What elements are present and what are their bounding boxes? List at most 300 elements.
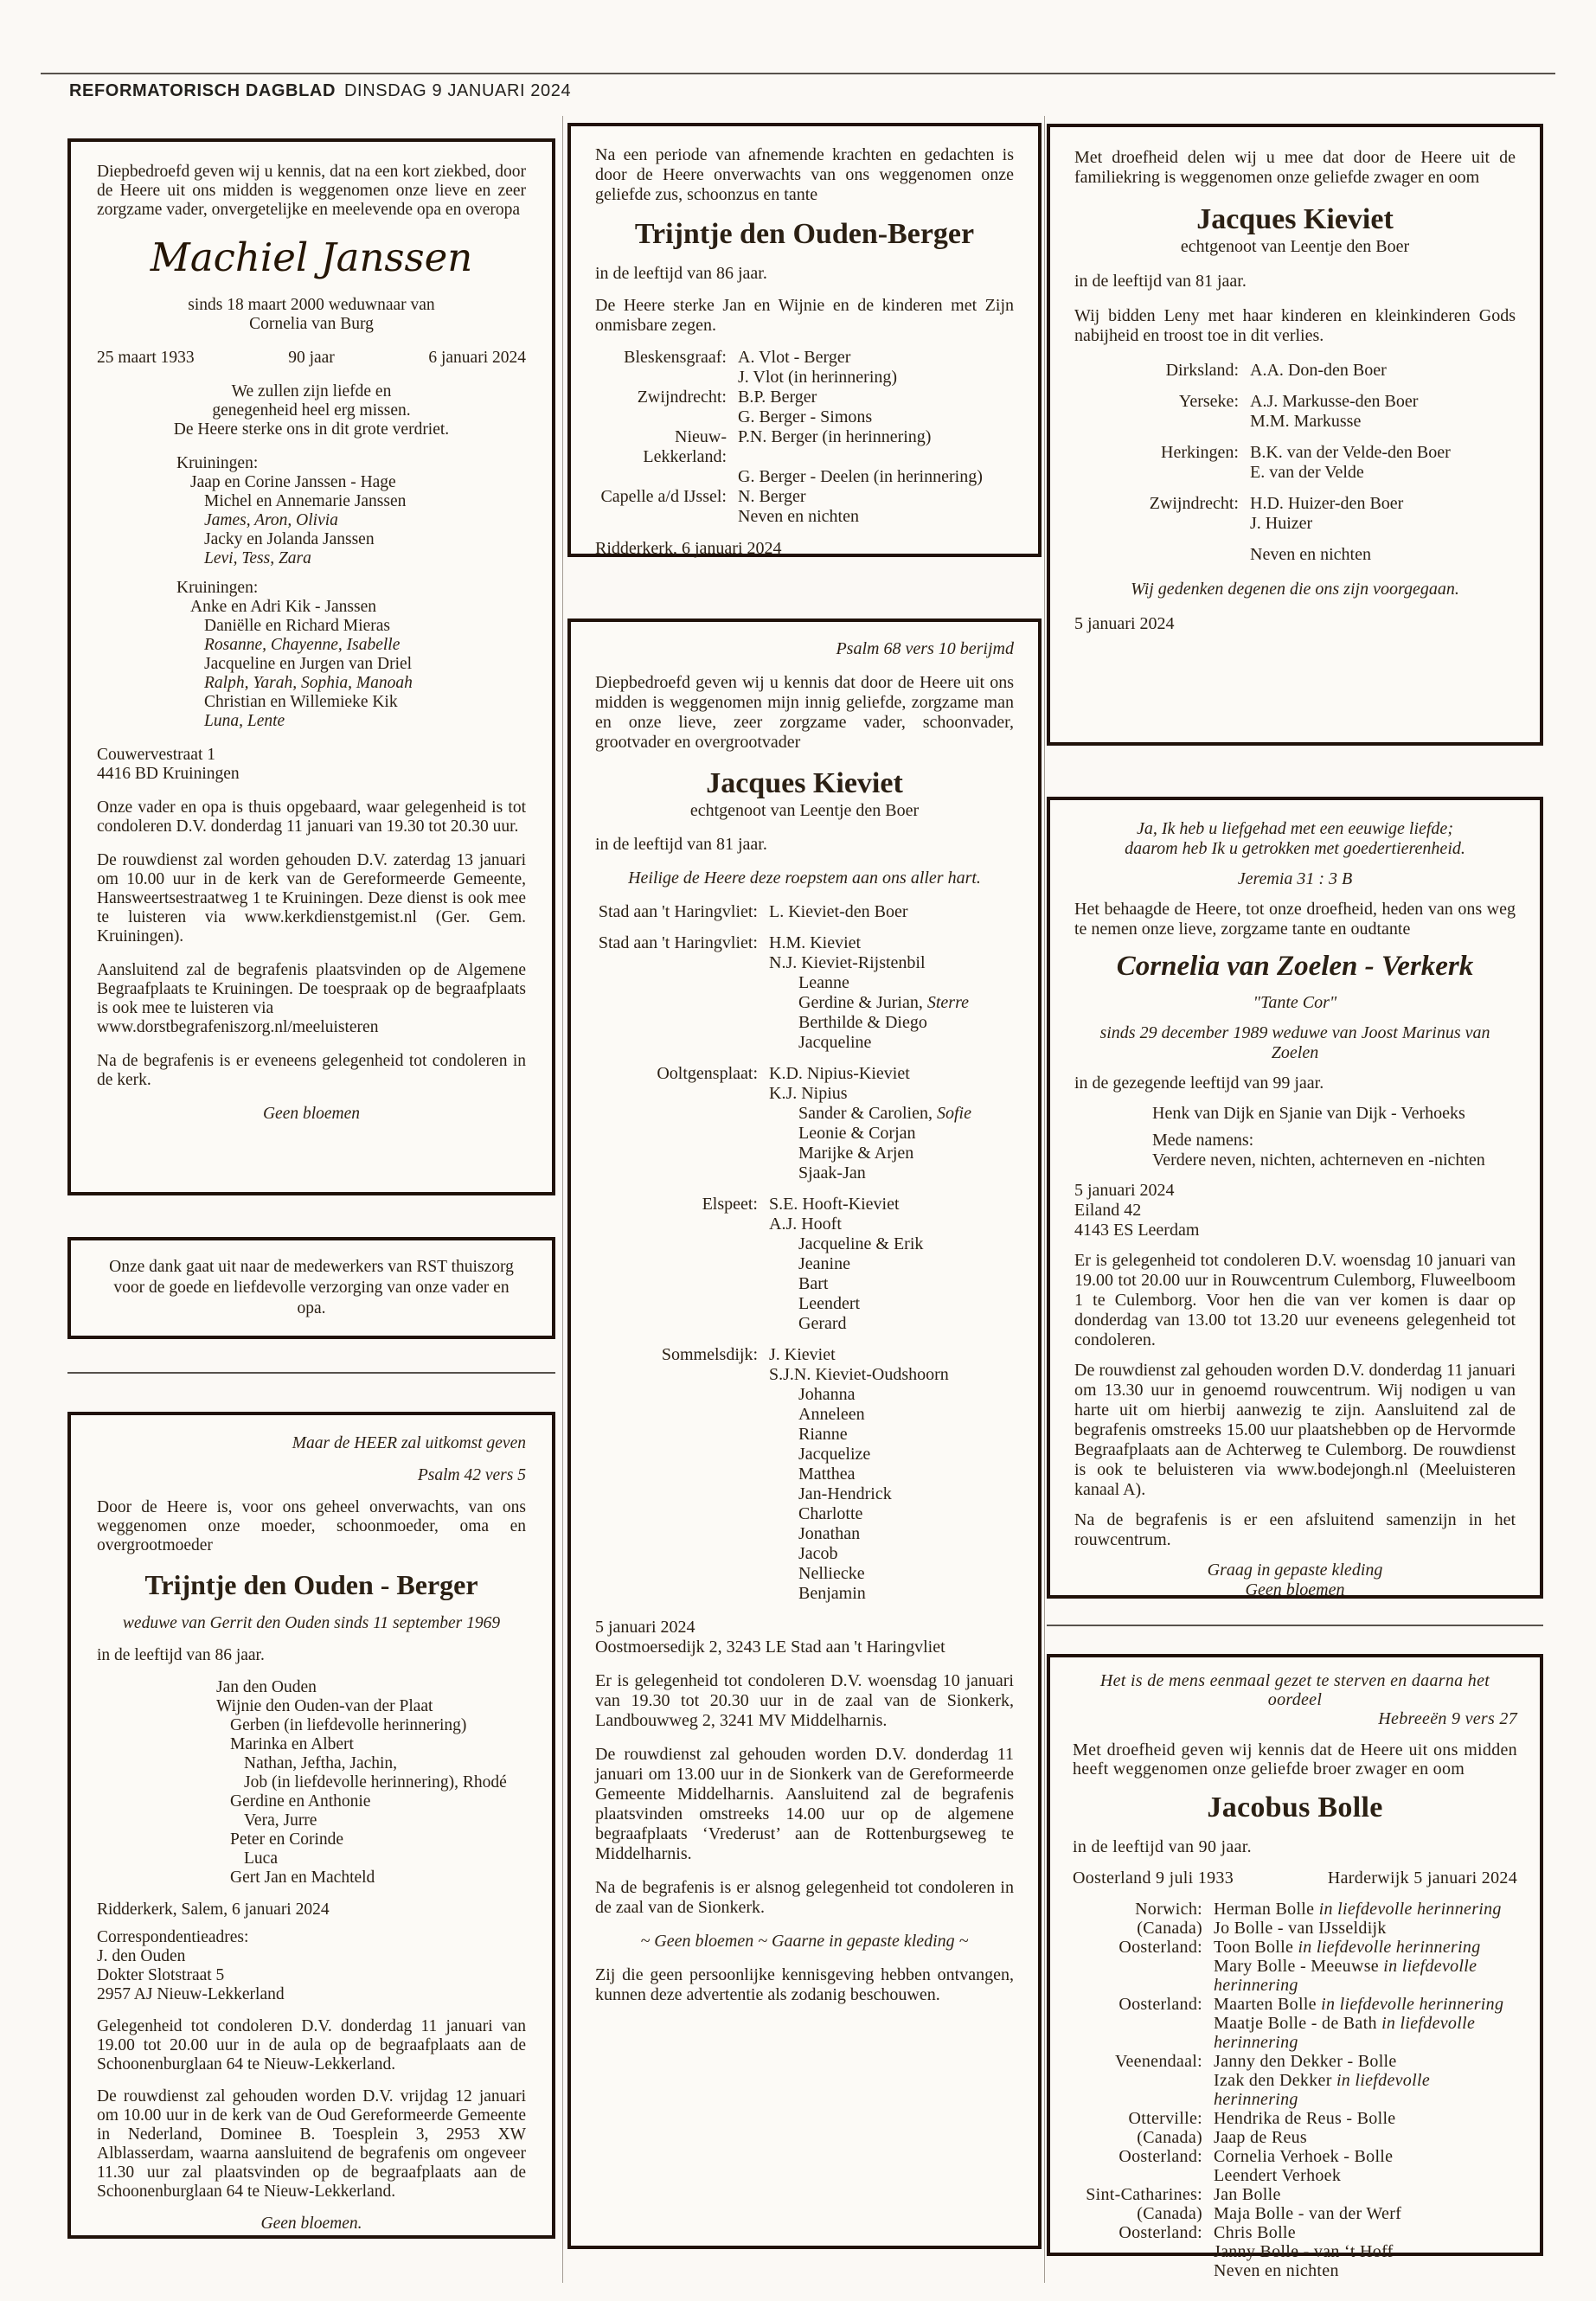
death-date: 6 januari 2024 [428,349,526,367]
family-row: Jacqueline en Jurgen van Driel [204,655,413,673]
relative-names: Marijke & Arjen [798,1144,914,1163]
intro-paragraph: Diepbedroefd geven wij u kennis, dat na een kort ziekbed, door de Heere uit ons midden is weggenomen onze lieve en zeer zorgzame vader, onvergetelijke en meelevende opa en overopa [97,163,526,219]
relative-row [595,953,1014,973]
obituary-cornelia-van-zoelen [1047,797,1543,1599]
home-address: Couwervestraat 1 4416 BD Kruiningen [97,746,240,783]
location-label: Dirksland: [1165,361,1239,380]
memorial-motto: Heilige de Heere deze roepstem aan ons aller hart. [628,868,981,888]
deceased-name: Cornelia van Zoelen - Verkerk [1116,951,1474,982]
location-label [1073,2166,1202,2185]
location-label: Oosterland: [1118,2147,1202,2166]
location-label: Otterville: [1128,2109,1202,2128]
location-label [1074,514,1239,534]
location-label [595,973,758,993]
relative-names: Maatje Bolle - de Bath in liefdevolle herinnering [1214,2014,1476,2052]
intro-paragraph: Door de Heere is, voor ons geheel onverwachts, van ons weggenomen onze moeder, schoonmoeder, oma en overgrootmoeder [97,1498,526,1554]
location-label: Ooltgensplaat: [657,1064,758,1083]
masthead-date: DINSDAG 9 JANUARI 2024 [344,81,572,100]
relative-names: Jan Bolle [1214,2185,1281,2204]
deceased-name: Trijntje den Ouden-Berger [634,218,975,250]
paragraph: Er is gelegenheid tot condoleren D.V. woensdag 10 januari van 19.00 tot 20.00 uur in Rouwcentrum Culemborg, Fluweelboom 1 te Culemborg. Voor hen die van ver komen is daar op donderdag van 13.00 tot 13.20 uur eveneens gelegenheid tot condoleren. [1074,1251,1516,1349]
relative-names: Maja Bolle - van der Werf [1214,2204,1402,2223]
relative-names: B.K. van der Velde-den Boer [1250,443,1451,462]
widower-line: sinds 18 maart 2000 weduwnaar van [188,296,435,314]
location-label [595,507,727,527]
intro-paragraph: Met droefheid geven wij kennis dat de Heere uit ons midden heeft weggenomen onze geliefde broer zwager en oom [1073,1740,1517,1779]
relative-names: Janny Bolle - van ‘t Hoff [1214,2242,1394,2261]
relatives-list [1073,1900,1517,2280]
relative-names: Leendert [798,1294,861,1313]
relative-names: Gerdine & Jurian, Sterre [798,993,969,1012]
relative-row [1073,1957,1517,1995]
obituary-machiel-janssen [67,138,555,1195]
relative-row [595,1524,1014,1544]
relative-names: Jacob [798,1544,838,1563]
relative-names: Cornelia Verhoek - Bolle [1214,2147,1394,2166]
relative-row [595,1104,1014,1124]
obituary-jacques-kieviet-inlaws [1047,124,1543,746]
location-label [1073,1957,1202,1995]
relative-names: Sander & Carolien, Sofie [798,1104,971,1123]
intro-paragraph: Diepbedroefd geven wij u kennis dat door de Heere uit ons midden is weggenomen mijn innig geliefde, zorgzame man en onze lieve, zeer zorgzame vader, schoonvader, grootvader en overgrootvader [595,673,1014,752]
age-line: in de leeftijd van 90 jaar. [1073,1837,1252,1856]
relative-names: Bart [798,1274,829,1293]
location-label: Zwijndrecht: [637,388,727,407]
relative-row [595,933,1014,953]
location-label [1074,545,1239,565]
location-label [595,922,758,933]
relative-row [1073,1995,1517,2014]
relative-row [1073,1900,1517,1919]
relative-row [595,1183,1014,1195]
relative-names: Jacqueline & Erik [798,1234,924,1253]
relative-row [1073,2147,1517,2166]
location-label [595,1465,758,1484]
relative-names: Nelliecke [798,1564,865,1583]
relative-names: Jan-Hendrick [798,1484,892,1503]
memorial-verse: We zullen zijn liefde en genegenheid heel erg missen. De Heere sterke ons in dit grote verdriet. [173,382,450,439]
relative-row [595,1405,1014,1425]
location-label [595,1183,758,1195]
location-label [595,1544,758,1564]
relative-row [595,902,1014,922]
masthead-rule [41,73,1555,74]
age-label: 90 jaar [288,349,335,367]
relative-row [595,1195,1014,1215]
relative-row [595,1215,1014,1234]
dress-code-note: ~ Geen bloemen ~ Gaarne in gepaste kleding ~ [640,1932,969,1951]
date-line: 5 januari 2024 [595,1618,695,1637]
relative-row [1074,381,1516,392]
family-row: Peter en Corinde [230,1830,344,1849]
paragraph: Na de begrafenis is er een afsluitend samenzijn in het rouwcentrum. [1074,1510,1516,1549]
location-label [595,1425,758,1445]
location-label [595,1405,758,1425]
location-label [595,1274,758,1294]
location-label: Capelle a/d IJssel: [600,487,727,506]
relative-row [1074,361,1516,381]
family-row: Vera, Jurre [244,1811,317,1830]
family-row: Gerdine en Anthonie [230,1792,371,1811]
location-label [595,1013,758,1033]
location-label [595,1215,758,1234]
nickname: "Tante Cor" [1253,993,1337,1012]
family-list [97,454,526,731]
thank-you-notice-rst [67,1237,555,1339]
relative-row [1074,483,1516,494]
relative-row [595,1584,1014,1604]
spouse-line: echtgenoot van Leentje den Boer [689,801,920,820]
relative-row [1073,2014,1517,2052]
relative-row [1074,514,1516,534]
location-label [1074,432,1239,443]
relative-row [1074,443,1516,463]
relative-names: Charlotte [798,1504,863,1523]
location-label: Oosterland: [1118,1995,1202,2014]
relative-row [595,1163,1014,1183]
scripture-reference: Psalm 42 vers 5 [417,1466,526,1484]
paragraph: Er is gelegenheid tot condoleren D.V. woensdag 10 januari van 19.30 tot 20.30 uur in de zaal van de Sionkerk, Landbouwweg 2, 3241 MV Middelharnis. [595,1671,1014,1730]
obituary-jacques-kieviet-family [567,619,1042,2249]
location-label [595,1294,758,1314]
family-row: Luca [244,1849,278,1868]
relative-row [595,1385,1014,1405]
relative-names: Leonie & Corjan [798,1124,916,1143]
column-divider [1044,116,1045,2283]
relative-names: Toon Bolle in liefdevolle herinnering [1214,1938,1481,1957]
relative-names: Chris Bolle [1214,2223,1296,2242]
family-row: Henk van Dijk en Sjanie van Dijk - Verhoeks [1152,1104,1465,1123]
age-line: in de leeftijd van 81 jaar. [595,835,767,854]
relative-row [1073,2071,1517,2109]
paragraph: Onze vader en opa is thuis opgebaard, waar gelegenheid is tot condoleren D.V. donderdag 11 januari van 19.30 tot 20.30 uur. [97,798,526,836]
family-row: Nathan, Jeftha, Jachin, [244,1754,398,1772]
relative-row [595,368,1014,388]
relative-names: Sjaak-Jan [798,1163,866,1183]
paragraph: De rouwdienst zal gehouden worden D.V. donderdag 11 januari om 13.00 uur in de Sionkerk van de Gereformeerde Gemeente Middelharnis. Aansluitend zal de begrafenis plaatsvinden omstreeks 14.00 uur op de algemene begraafplaats ‘Vrederust’ aan de Rottenburgseweg te Middelharnis. [595,1745,1014,1863]
intro-paragraph: Met droefheid delen wij u mee dat door de Heere uit de familiekring is weggenomen onze geliefde zwager en oom [1074,148,1516,187]
relatives-list [595,348,1014,527]
family-row: Luna, Lente [204,712,285,730]
address-line: Oostmoersedijk 2, 3243 LE Stad aan 't Haringvliet [595,1638,945,1657]
location-label [595,1445,758,1465]
death-date: Harderwijk 5 januari 2024 [1327,1868,1517,1888]
relative-names: Rianne [798,1425,848,1444]
intro-paragraph: Het behaagde de Heere, tot onze droefheid, heden van ons weg te nemen onze lieve, zorgzame tante en oudtante [1074,900,1516,939]
birth-date: 25 maart 1933 [97,349,195,367]
family-row: Wijnie den Ouden-van der Plaat [216,1697,433,1715]
relative-row [595,1124,1014,1144]
relative-names: Leanne [798,973,849,992]
family-row: Mede namens: [1152,1131,1254,1150]
location-label: Zwijndrecht: [1149,494,1239,513]
deceased-name: Jacobus Bolle [1207,1791,1383,1823]
relative-names: Johanna [798,1385,856,1404]
family-row: Kruiningen: [176,454,259,472]
location-label: Stad aan 't Haringvliet: [598,933,758,952]
location-label [1073,2261,1202,2280]
relative-row [595,1544,1014,1564]
blessing-paragraph: De Heere sterke Jan en Wijnie en de kinderen met Zijn onmisbare zegen. [595,296,1014,335]
relative-row [1074,392,1516,412]
relative-row [595,467,1014,487]
relative-row [595,1234,1014,1254]
widow-line: weduwe van Gerrit den Ouden sinds 11 september 1969 [122,1614,501,1632]
relative-names: Maarten Bolle in liefdevolle herinnering [1214,1995,1504,2014]
family-list [1074,1104,1516,1170]
newspaper-title: REFORMATORISCH DAGBLAD [69,81,337,100]
location-label [1074,483,1239,494]
column-divider [562,116,563,2283]
relative-names: Jo Bolle - van IJsseldijk [1214,1919,1387,1938]
no-flowers-note: Geen bloemen [262,1105,361,1123]
relatives-list [595,902,1014,1604]
location-label: Nieuw-Lekkerland: [643,427,727,466]
family-row: Jan den Ouden [216,1678,317,1696]
relative-names: Neven en nichten [738,507,859,526]
relative-names: M.M. Markusse [1250,412,1362,431]
scripture-motto: Maar de HEER zal uitkomst geven [292,1434,526,1452]
location-label [595,1314,758,1334]
relative-names: Berthilde & Diego [798,1013,927,1032]
relative-names: A.A. Don-den Boer [1250,361,1387,380]
relative-names: J. Huizer [1250,514,1313,533]
location-label [595,1564,758,1584]
location-label [595,1084,758,1104]
relative-row [595,1504,1014,1524]
relative-row [595,1345,1014,1365]
location-label [595,368,727,388]
section-divider [1047,1625,1543,1626]
deceased-name: Trijntje den Ouden - Berger [144,1569,478,1600]
location-label [595,1365,758,1385]
relative-row [1074,534,1516,545]
relative-row [595,1144,1014,1163]
location-label: Stad aan 't Haringvliet: [598,902,758,921]
relative-row [595,922,1014,933]
relative-row [595,1484,1014,1504]
deceased-name: Machiel Janssen [150,234,473,280]
life-dates [1073,1868,1517,1888]
location-label [1073,2071,1202,2109]
family-row [97,568,526,579]
relative-row [595,1465,1014,1484]
relative-names: Janny den Dekker - Bolle [1214,2052,1397,2071]
closing-paragraph: Zij die geen persoonlijke kennisgeving hebben ontvangen, kunnen deze advertentie als zodanig beschouwen. [595,1965,1014,2004]
age-line: in de leeftijd van 86 jaar. [595,264,767,283]
location-label [1074,534,1239,545]
location-label [595,1053,758,1064]
location-label: Sommelsdijk: [661,1345,758,1364]
section-divider [67,1372,555,1374]
spouse-name: Cornelia van Burg [249,315,374,333]
obituary-trijntje-den-ouden-family [67,1412,555,2239]
relative-names: E. van der Velde [1250,463,1364,482]
relative-row [595,1084,1014,1104]
family-row: James, Aron, Olivia [204,511,338,529]
relative-names: Leendert Verhoek [1214,2166,1342,2185]
relative-names: Gerard [798,1314,847,1333]
scripture-reference: Hebreeën 9 vers 27 [1378,1709,1517,1728]
relative-row [595,1334,1014,1345]
family-row: Jacky en Jolanda Janssen [204,530,375,548]
relative-names: B.P. Berger [738,388,817,407]
location-label: (Canada) [1137,2128,1202,2147]
relative-row [595,487,1014,507]
relative-row [1074,432,1516,443]
relative-names: K.J. Nipius [769,1084,848,1103]
relative-row [595,1033,1014,1053]
paragraph: De rouwdienst zal gehouden worden D.V. donderdag 11 januari om 13.30 uur in genoemd rouwcentrum. Wij nodigen u van harte uit om hierbij aanwezig te zijn. Aansluitend zal de begrafenis omstreeks 15.00 uur plaatshebben op de Hervormde Begraafplaats aan de Achterweg te Culemborg. De rouwdienst is ook te beluisteren via www.bodejongh.nl (Meeluisteren kanaal A). [1074,1361,1516,1499]
relative-names: Herman Bolle in liefdevolle herinnering [1214,1900,1502,1919]
relative-names: Neven en nichten [1250,545,1371,564]
paragraph: De rouwdienst zal worden gehouden D.V. zaterdag 13 januari om 10.00 uur in de kerk van de Gereformeerde Gemeente, Hansweertsestraatweg 1 te Kruiningen. Deze dienst is ook mee te luisteren via www.kerkdienstgemist.nl (Ger. Gem. Kruiningen). [97,851,526,945]
relative-row [595,348,1014,368]
relative-names: Hendrika de Reus - Bolle [1214,2109,1396,2128]
relative-row [595,388,1014,407]
family-row: Anke en Adri Kik - Janssen [190,598,377,616]
relative-row [595,1314,1014,1334]
location-label: Oosterland: [1118,1938,1202,1957]
relative-row [595,1365,1014,1385]
scripture-reference: Jeremia 31 : 3 B [1237,869,1353,888]
location-label [595,1254,758,1274]
location-label [1074,463,1239,483]
widow-line: sinds 29 december 1989 weduwe van Joost Marinus van Zoelen [1099,1023,1490,1062]
location-label: Sint-Catharines: [1086,2185,1202,2204]
family-row: Gert Jan en Machteld [230,1868,375,1887]
relative-names: P.N. Berger (in herinnering) [738,427,932,446]
relative-names: Neven en nichten [1214,2261,1339,2280]
relative-row [595,1445,1014,1465]
location-label [1073,2242,1202,2261]
location-label: Norwich: [1135,1900,1202,1919]
age-line: in de gezegende leeftijd van 99 jaar. [1074,1074,1324,1093]
relative-row [1073,2128,1517,2147]
relative-names: Jacqueline [798,1033,872,1052]
relative-row [595,1064,1014,1084]
location-label [595,1033,758,1053]
obituary-jacobus-bolle [1047,1654,1543,2280]
location-label [595,1584,758,1604]
relative-names: Benjamin [798,1584,866,1603]
location-label: (Canada) [1137,2204,1202,2223]
relative-row [1073,2261,1517,2280]
family-row: Christian en Willemieke Kik [204,693,398,711]
relative-names: H.D. Huizer-den Boer [1250,494,1404,513]
location-label [595,1144,758,1163]
paragraph: Na de begrafenis is er eveneens gelegenheid tot condoleren in de kerk. [97,1052,526,1089]
thank-you-text: Onze dank gaat uit naar de medewerkers van RST thuiszorg voor de goede en liefdevolle verzorging van onze vader en opa. [109,1258,514,1317]
website-text: www.dorstbegrafeniszorg.nl/meeluisteren [97,1018,379,1036]
relative-names: Matthea [798,1465,856,1484]
family-row: Verdere neven, nichten, achterneven en -nichten [1152,1150,1485,1170]
family-list [97,1678,526,1888]
relative-names: Izak den Dekker in liefdevolle herinnering [1214,2071,1431,2109]
relative-row [595,1294,1014,1314]
location-label [595,407,727,427]
location-label [595,1524,758,1544]
relative-names: J. Vlot (in herinnering) [738,368,898,387]
relative-names: K.D. Nipius-Kieviet [769,1064,910,1083]
dateline: Ridderkerk, Salem, 6 januari 2024 [97,1900,330,1919]
relative-names: Jeanine [798,1254,850,1273]
location-label [1073,2014,1202,2052]
relative-names: G. Berger - Deelen (in herinnering) [738,467,983,486]
relative-names: A.J. Hooft [769,1215,842,1234]
age-line: in de leeftijd van 86 jaar. [97,1646,265,1664]
relative-names: Anneleen [798,1405,865,1424]
family-row: Michel en Annemarie Janssen [204,492,407,510]
paragraph: Gelegenheid tot condoleren D.V. donderdag 11 januari van 19.00 tot 20.00 uur in de aula op de begraafplaats aan de Schoonenburglaan 64 te Nieuw-Lekkerland. [97,2017,526,2073]
relative-row [595,1274,1014,1294]
family-row: Daniëlle en Richard Mieras [204,617,390,635]
location-label: Elspeet: [702,1195,758,1214]
obituary-trijntje-den-ouden-siblings [567,123,1042,557]
scripture-reference: Psalm 68 vers 10 berijmd [836,639,1014,658]
masthead [69,81,571,101]
relative-row [595,1053,1014,1064]
relative-names: Jonathan [798,1524,861,1543]
paragraph: Aansluitend zal de begrafenis plaatsvinden op de Algemene Begraafplaats te Kruiningen. De toespraak op de begraafplaats is ook mee te luisteren via [97,961,526,1017]
remembrance-note: Wij gedenken degenen die ons zijn voorgegaan. [1131,580,1459,599]
family-row: Kruiningen: [176,579,259,597]
deceased-name: Jacques Kieviet [1196,203,1394,235]
relative-row [1073,2109,1517,2128]
dateline [595,1618,1014,1657]
deceased-name: Jacques Kieviet [706,767,903,799]
relative-row [595,993,1014,1013]
location-label [595,1504,758,1524]
relative-names: H.M. Kieviet [769,933,862,952]
location-label [595,953,758,973]
scripture-verse: Het is de mens eenmaal gezet te sterven en daarna het oordeel [1099,1671,1490,1709]
relative-row [595,427,1014,467]
location-label [1074,412,1239,432]
relative-names: N. Berger [738,487,806,506]
relative-names: A.J. Markusse-den Boer [1250,392,1419,411]
age-line: in de leeftijd van 81 jaar. [1074,272,1247,291]
dateline: Ridderkerk, 6 januari 2024 [595,539,782,558]
relative-names: L. Kieviet-den Boer [769,902,908,921]
relative-names: S.E. Hooft-Kieviet [769,1195,900,1214]
location-label [595,993,758,1013]
relative-row [1073,1938,1517,1957]
family-row: Levi, Tess, Zara [204,549,311,567]
family-row: Job (in liefdevolle herinnering), Rhodé [244,1773,507,1791]
relative-row [1073,2166,1517,2185]
location-label [595,1385,758,1405]
no-flowers-note: Geen bloemen. [260,2214,362,2233]
relative-names: Jacquelize [798,1445,871,1464]
relative-names: S.J.N. Kieviet-Oudshoorn [769,1365,949,1384]
dateline: 5 januari 2024 Eiland 42 4143 ES Leerdam [1074,1181,1200,1240]
relative-row [595,1564,1014,1584]
family-row: Rosanne, Chayenne, Isabelle [204,636,401,654]
location-label [1074,381,1239,392]
family-row: Marinka en Albert [230,1735,354,1753]
relative-row [1073,2223,1517,2242]
birth-date: Oosterland 9 juli 1933 [1073,1868,1234,1888]
relative-row [1073,2204,1517,2223]
dateline: 5 januari 2024 [1074,614,1175,633]
relative-row [595,1013,1014,1033]
location-label [595,1124,758,1144]
relative-row [1074,545,1516,565]
scripture-verse: Ja, Ik heb u liefgehad met een eeuwige liefde; daarom heb Ik u getrokken met goedertierenheid. [1125,819,1465,858]
spouse-line: echtgenoot van Leentje den Boer [1180,237,1410,256]
location-label [595,1104,758,1124]
